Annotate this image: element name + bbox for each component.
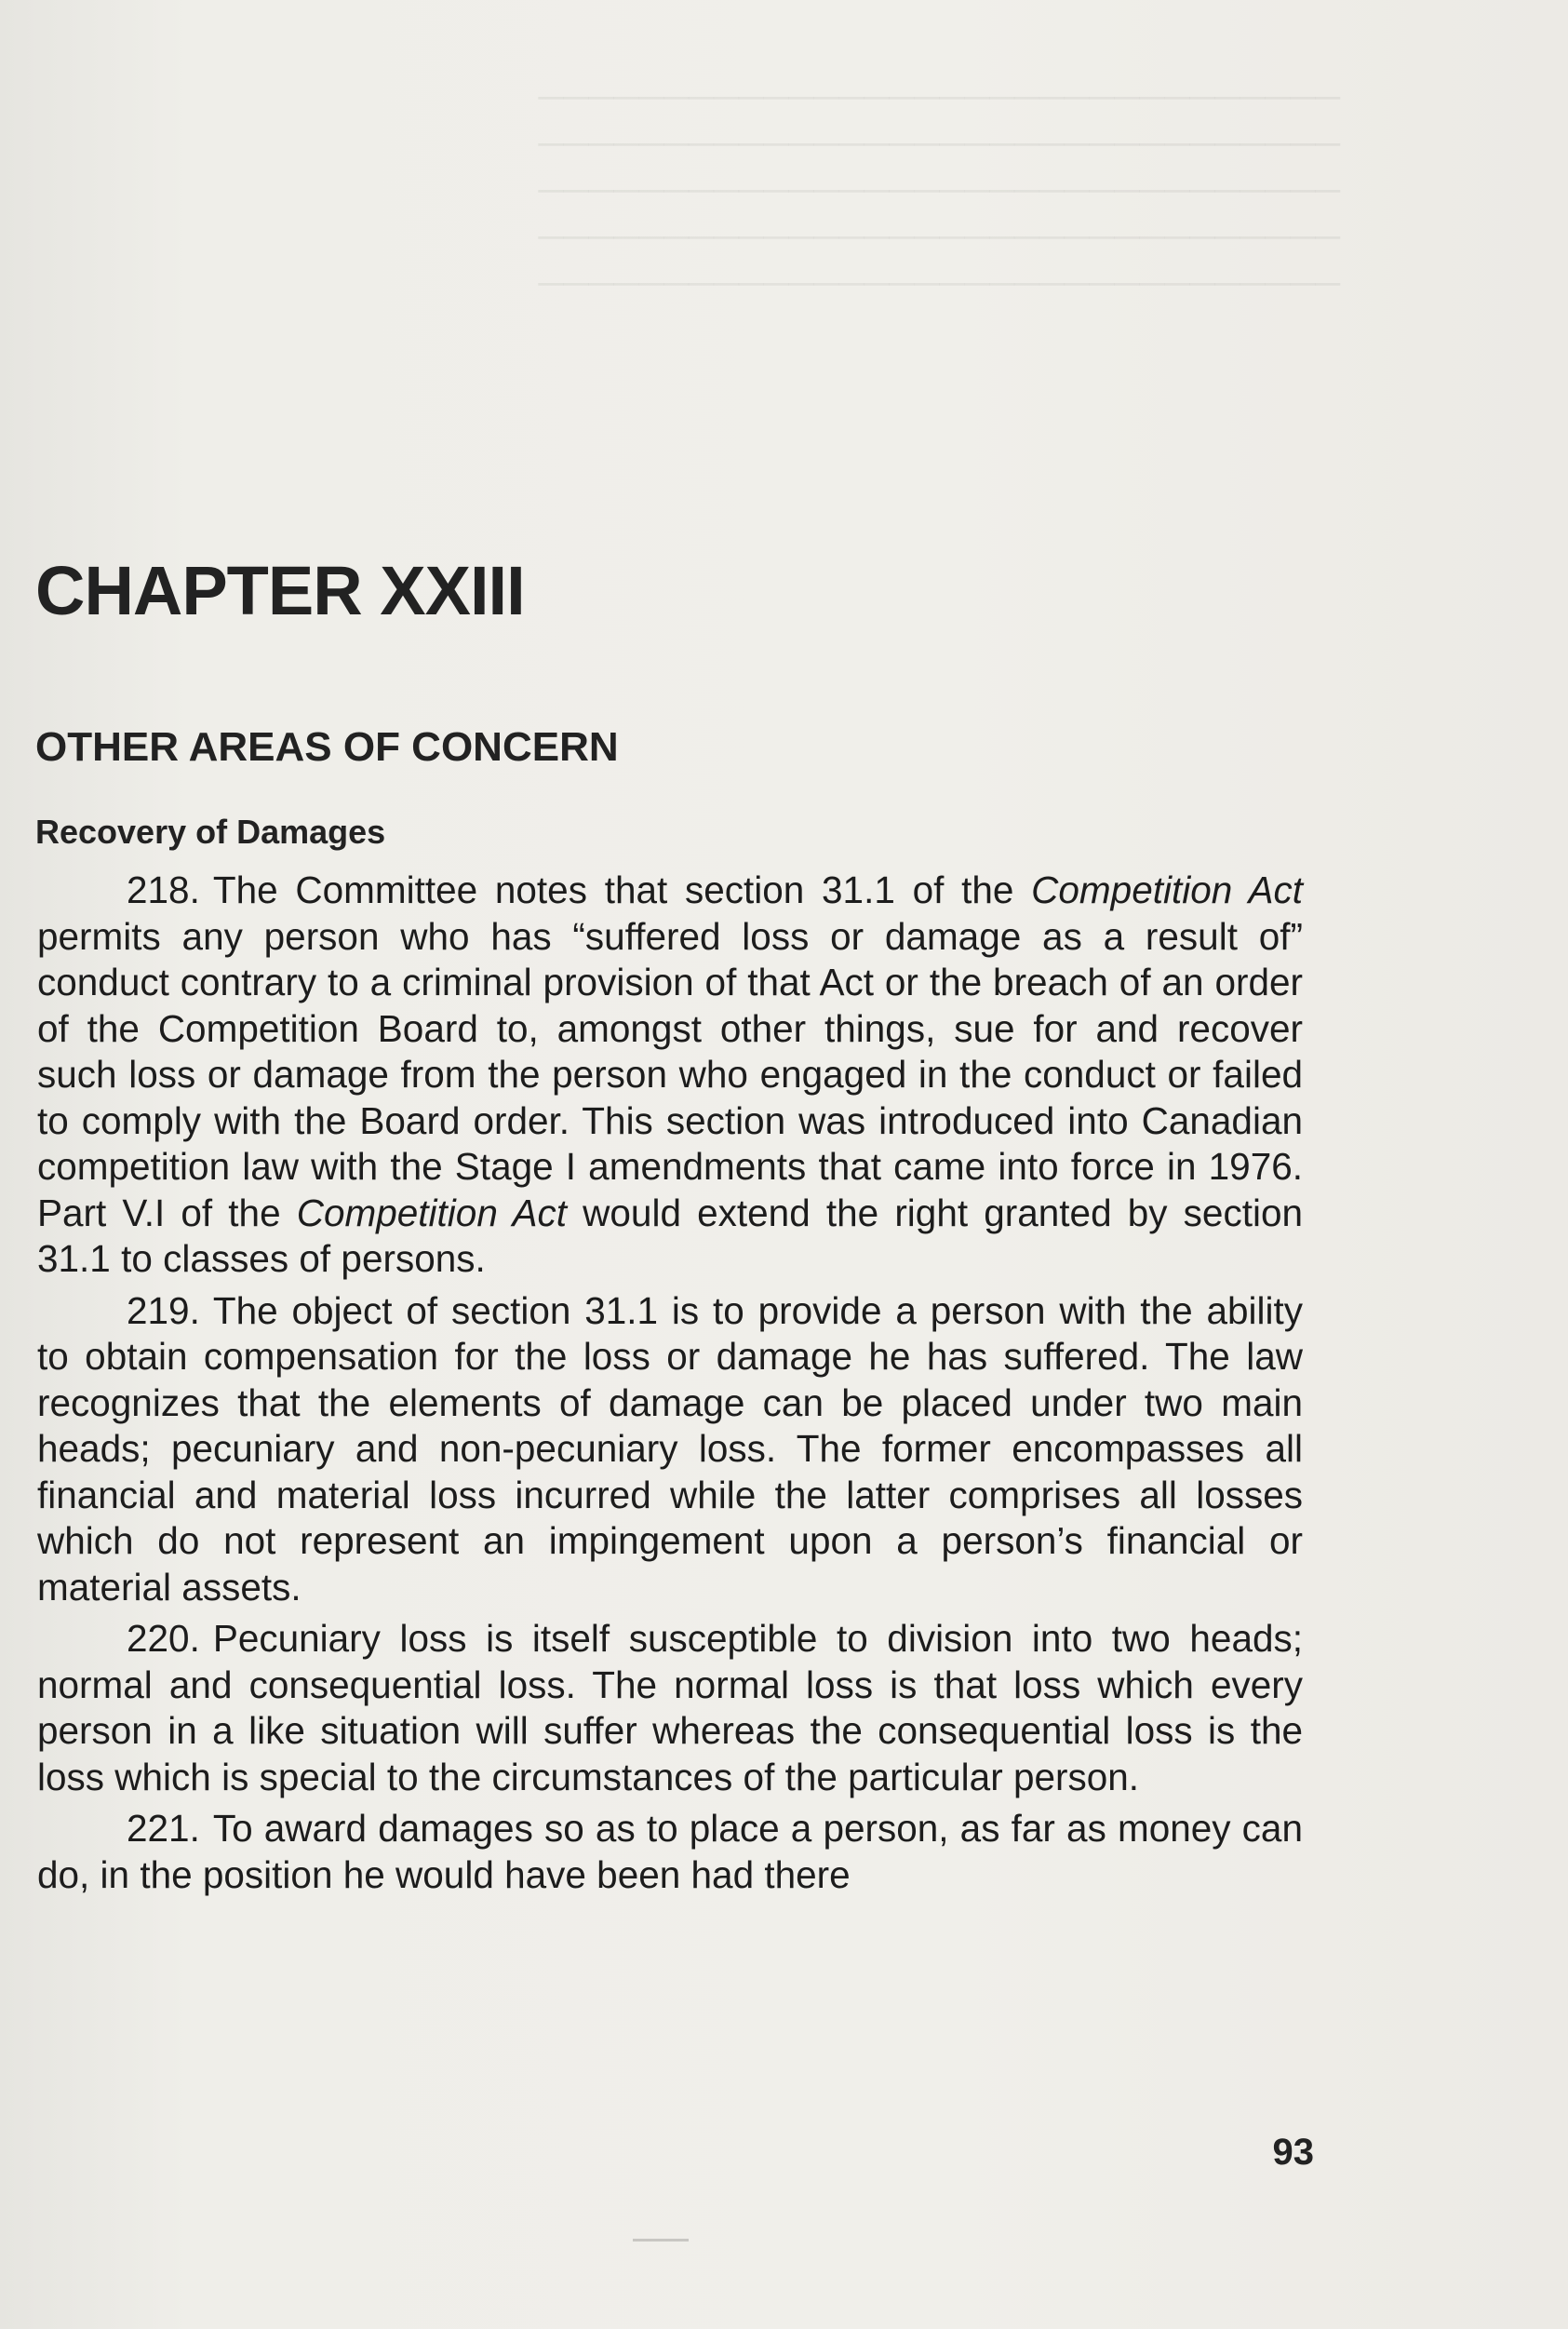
- page-mark: [633, 2239, 689, 2241]
- bleed-through-text: ──────────────────────────────── ──────────────────────────────── ──────────────────────────────── ──────────────────────────────── ────────────────────────────────: [538, 78, 1340, 303]
- paragraph-text: would extend the right granted by section 31.1 to classes of persons.: [37, 1191, 1303, 1280]
- paragraph-number: 218.: [127, 868, 200, 911]
- body-text: [37, 868, 1303, 1904]
- paragraph-text: The Committee notes that section 31.1 of the: [212, 868, 1032, 911]
- page-number: 93: [1272, 2132, 1314, 2173]
- paragraph-number: 221.: [127, 1807, 200, 1850]
- paragraph-221: [37, 1806, 1303, 1898]
- paragraph-number: 220.: [127, 1617, 200, 1660]
- paragraph-218: [37, 868, 1303, 1283]
- paragraph-number: 219.: [127, 1288, 200, 1332]
- paragraph-text: permits any person who has “suffered loss or damage as a result of” conduct contrary to a criminal provision of that Act or the breach of an order of the Competition Board to, amongst other things, sue for and recover such loss or damage from the person who engaged in the conduct or failed to comply with the Board order. This section was introduced into Canadian competition law with the Stage I amendments that came into force in 1976. Part V.I of the: [37, 914, 1303, 1234]
- italic-title: Competition Act: [296, 1191, 568, 1234]
- paragraph-220: [37, 1616, 1303, 1800]
- italic-title: Competition Act: [1031, 868, 1304, 911]
- section-title: OTHER AREAS OF CONCERN: [35, 724, 619, 770]
- paragraph-219: [37, 1288, 1303, 1611]
- chapter-title: CHAPTER XXIII: [35, 552, 525, 629]
- paragraph-text: To award damages so as to place a person, as far as money can do, in the position he would have been had there: [37, 1807, 1303, 1896]
- subsection-title: Recovery of Damages: [35, 813, 386, 851]
- paragraph-text: The object of section 31.1 is to provide a person with the ability to obtain compensation for the loss or damage he has suffered. The law recognizes that the elements of damage can be placed under two main heads; pecuniary and non-pecuniary loss. The former encompasses all financial and material loss incurred while the latter comprises all losses which do not represent an impingement upon a person’s financial or material assets.: [37, 1288, 1303, 1609]
- paragraph-text: Pecuniary loss is itself susceptible to division into two heads; normal and consequential loss. The normal loss is that loss which every person in a like situation will suffer whereas the consequential loss is the loss which is special to the circumstances of the particular person.: [37, 1617, 1303, 1798]
